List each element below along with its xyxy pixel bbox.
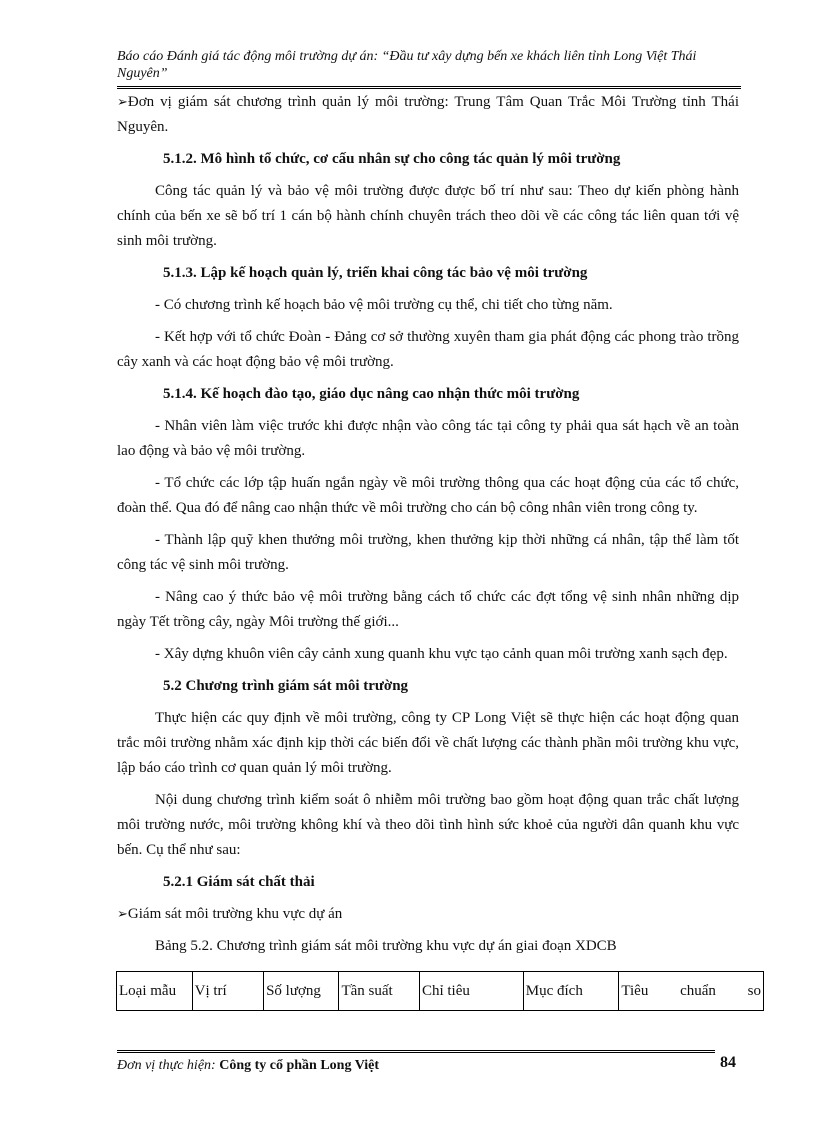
table-header-cell: Tần suất [339,972,420,1011]
page-footer [117,1058,741,1074]
monitoring-text: Giám sát môi trường khu vực dự án [127,906,343,922]
arrow-bullet-icon: ➢ [117,95,128,110]
heading-5-2: 5.2 Chương trình giám sát môi trường [163,678,409,694]
bullet-supervisor [117,90,739,140]
heading-5-1-2: 5.1.2. Mô hình tổ chức, cơ cấu nhân sự cho công tác quản lý môi trường [163,151,621,167]
paragraph-5-1-4-d: - Nâng cao ý thức bảo vệ môi trường bằng cách tổ chức các đợt tổng vệ sinh nhân những dịp ngày Tết trồng cây, ngày Môi trường thế giới... [117,589,739,630]
header-rule [117,86,741,89]
heading-5-2-1: 5.2.1 Giám sát chất thải [163,874,315,890]
page-number: 84 [720,1054,736,1071]
monitoring-table [116,971,764,1011]
paragraph-5-2-b: Nội dung chương trình kiểm soát ô nhiễm môi trường bao gồm hoạt động quan trắc chất lượng môi trường nước, môi trường không khí và theo dõi tình hình sức khoẻ của người dân quanh khu vực bến. Cụ thể như sau: [117,792,739,858]
table-header-row [117,972,764,1011]
paragraph-5-2-a: Thực hiện các quy định về môi trường, công ty CP Long Việt sẽ thực hiện các hoạt động quan trắc môi trường nhằm xác định kịp thời các biến đổi về chất lượng các thành phần môi trường khu vực, lập báo cáo trình cơ quan quản lý môi trường. [117,710,739,776]
header-title: Báo cáo Đánh giá tác động môi trường dự án: “Đầu tư xây dựng bến xe khách liên tỉnh Long Việt Thái Nguyên” [117,49,697,81]
heading-5-1-3: 5.1.3. Lập kế hoạch quản lý, triển khai công tác bảo vệ môi trường [163,265,588,281]
footer-label: Đơn vị thực hiện: [117,1058,216,1073]
table-header-cell: Số lượng [264,972,339,1011]
paragraph-5-1-4-e: - Xây dựng khuôn viên cây cảnh xung quanh khu vực tạo cảnh quan môi trường xanh sạch đẹp. [155,646,728,662]
table-header-cell: Chỉ tiêu [419,972,523,1011]
paragraph-5-1-4-c: - Thành lập quỹ khen thưởng môi trường, khen thưởng kịp thời những cá nhân, tập thể làm tốt công tác vệ sinh môi trường. [117,532,739,573]
table-header-cell [619,972,764,1011]
table-header-cell: Mục đích [523,972,619,1011]
document-body [117,90,761,1011]
paragraph-5-1-3-a: - Có chương trình kế hoạch bảo vệ môi trường cụ thể, chi tiết cho từng năm. [155,297,613,313]
heading-5-1-4: 5.1.4. Kế hoạch đào tạo, giáo dục nâng cao nhận thức môi trường [163,386,580,402]
arrow-bullet-icon: ➢ [117,907,128,922]
paragraph-5-1-4-a: - Nhân viên làm việc trước khi được nhận vào công tác tại công ty phải qua sát hạch về an toàn lao động và bảo vệ môi trường. [117,418,739,459]
paragraph-5-1-2: Công tác quản lý và bảo vệ môi trường được được bố trí như sau: Theo dự kiến phòng hành chính của bến xe sẽ bố trí 1 cán bộ hành chính chuyên trách theo dõi về các công tác liên quan tới vệ sinh môi trường. [117,183,739,249]
table-caption: Bảng 5.2. Chương trình giám sát môi trường khu vực dự án giai đoạn XDCB [155,938,617,954]
bullet-monitoring [117,902,739,927]
page-header [117,48,741,82]
table-header-cell: Vị trí [192,972,263,1011]
supervisor-text: Đơn vị giám sát chương trình quản lý môi trường: Trung Tâm Quan Trắc Môi Trường tỉnh Thái Nguyên. [117,94,739,135]
tieu-chuan-so-text: Tiêu chuẩn so [621,982,761,999]
paragraph-5-1-4-b: - Tổ chức các lớp tập huấn ngắn ngày về môi trường thông qua các hoạt động của các tổ chức, đoàn thể. Qua đó để nâng cao nhận thức về môi trường cho cán bộ công nhân viên trong công ty. [117,475,739,516]
footer-rule [117,1050,715,1053]
table-header-cell: Loại mẫu [117,972,193,1011]
footer-company: Công ty cổ phần Long Việt [219,1058,380,1073]
paragraph-5-1-3-b: - Kết hợp với tổ chức Đoàn - Đảng cơ sở thường xuyên tham gia phát động các phong trào trồng cây xanh và các hoạt động bảo vệ môi trường. [117,329,739,370]
